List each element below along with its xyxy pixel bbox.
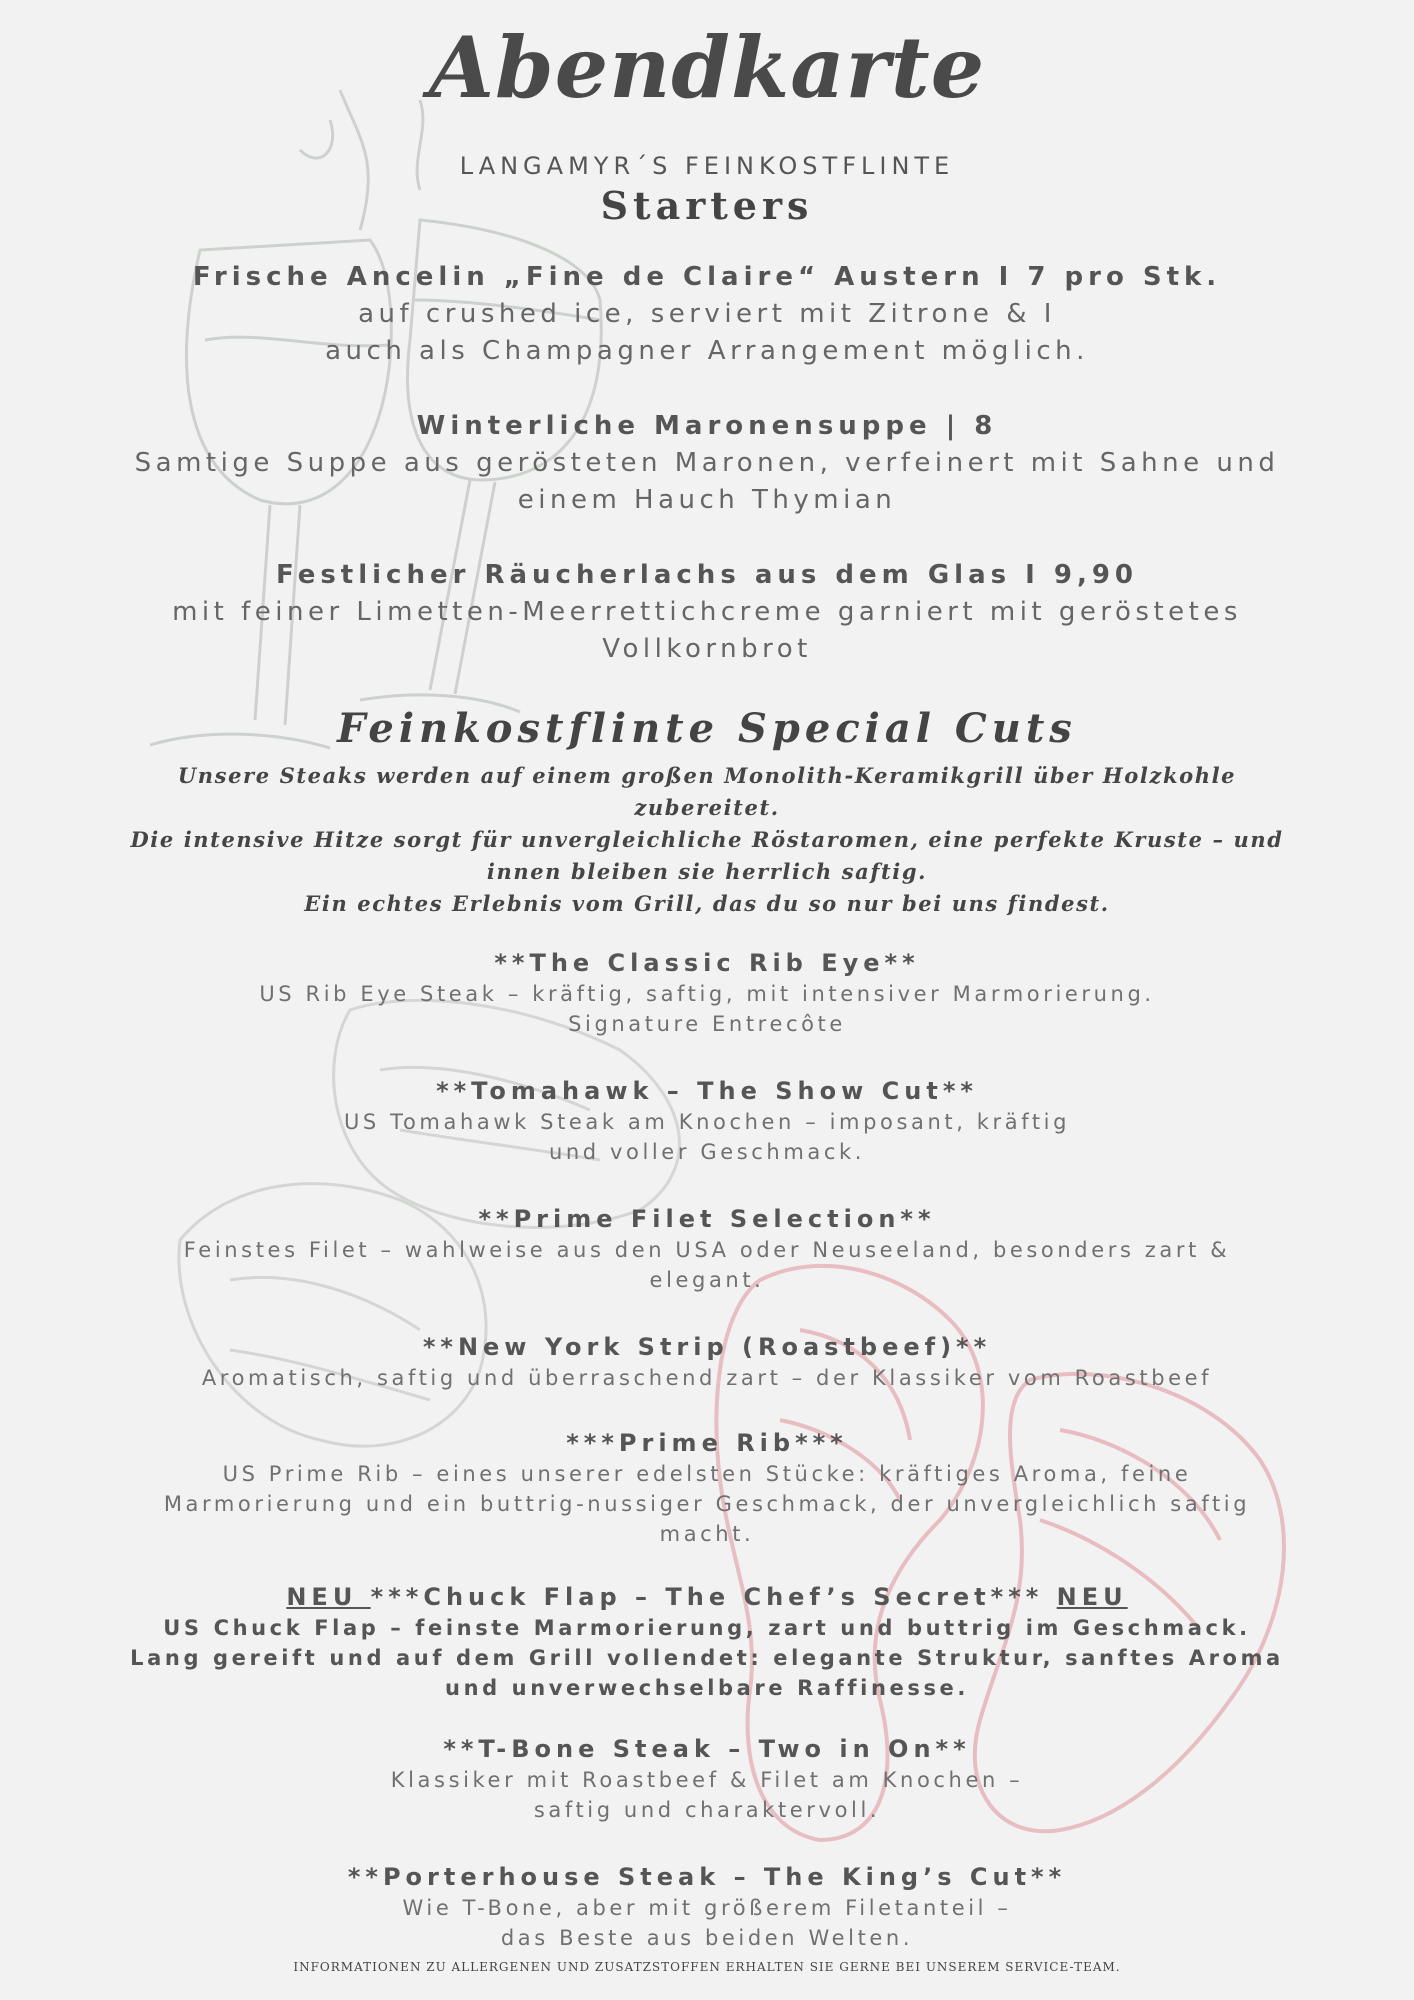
intro-line: Unsere Steaks werden auf einem großen Monolith-Keramikgrill über Holzkohle	[177, 763, 1237, 788]
item-desc: US Chuck Flap – feinste Marmorierung, zart und buttrig im Geschmack.	[163, 1616, 1251, 1640]
item-title: Winterliche Maronensuppe | 8	[416, 411, 998, 441]
item-title-text: ***Chuck Flap – The Chef’s Secret***	[370, 1583, 1057, 1611]
item-desc: Samtige Suppe aus gerösteten Maronen, verfeinert mit Sahne und	[134, 448, 1280, 478]
item-desc: Vollkornbrot	[602, 634, 812, 664]
cut-item	[70, 947, 1344, 1039]
starter-item	[70, 258, 1344, 370]
intro-line: Ein echtes Erlebnis vom Grill, das du so nur bei uns findest.	[304, 891, 1110, 916]
item-desc: mit feiner Limetten-Meerrettichcreme garniert mit geröstetes	[172, 597, 1242, 627]
starter-item	[70, 556, 1344, 668]
item-desc: Lang gereift und auf dem Grill vollendet: elegante Struktur, sanftes Aroma	[130, 1646, 1284, 1670]
item-title: ***Prime Rib***	[566, 1429, 848, 1457]
item-desc: auf crushed ice, serviert mit Zitrone & I	[358, 299, 1056, 329]
neu-label: NEU	[286, 1583, 371, 1611]
item-title: Frische Ancelin „Fine de Claire“ Austern I 7 pro Stk.	[192, 262, 1222, 292]
item-desc: Marmorierung und ein buttrig-nussiger Geschmack, der unvergleichlich saftig	[163, 1492, 1251, 1516]
cut-item	[70, 1331, 1344, 1393]
neu-label: NEU	[1056, 1583, 1128, 1611]
special-cuts-heading: Feinkostflinte Special Cuts	[337, 705, 1077, 752]
intro-line: innen bleiben sie herrlich saftig.	[486, 859, 928, 884]
intro-line: zubereitet.	[634, 795, 780, 820]
cut-item	[70, 1733, 1344, 1825]
intro-line: Die intensive Hitze sorgt für unvergleichliche Röstaromen, eine perfekte Kruste – und	[130, 827, 1284, 852]
restaurant-name: LANGAMYR´S FEINKOSTFLINTE	[459, 152, 955, 180]
item-desc: Aromatisch, saftig und überraschend zart – der Klassiker vom Roastbeef	[201, 1366, 1213, 1390]
cut-item	[70, 1427, 1344, 1549]
item-title	[70, 1581, 1344, 1613]
cut-item	[70, 1203, 1344, 1295]
item-desc: Signature Entrecôte	[568, 1012, 846, 1036]
menu-title: Abendkarte	[428, 18, 986, 117]
item-desc: einem Hauch Thymian	[517, 485, 897, 515]
item-title: **Porterhouse Steak – The King’s Cut**	[347, 1863, 1067, 1891]
item-desc: macht.	[659, 1522, 755, 1546]
item-title: **The Classic Rib Eye**	[494, 949, 920, 977]
item-desc: US Prime Rib – eines unserer edelsten Stücke: kräftiges Aroma, feine	[222, 1462, 1192, 1486]
cut-item	[70, 1861, 1344, 1953]
starter-item	[70, 407, 1344, 519]
item-desc: Wie T-Bone, aber mit größerem Filetanteil –	[402, 1896, 1012, 1920]
item-desc: elegant.	[649, 1268, 765, 1292]
item-desc: und voller Geschmack.	[548, 1140, 866, 1164]
item-title: **Tomahawk – The Show Cut**	[436, 1077, 978, 1105]
item-title: **New York Strip (Roastbeef)**	[422, 1333, 992, 1361]
item-title: **Prime Filet Selection**	[478, 1205, 936, 1233]
cut-item-new	[70, 1581, 1344, 1703]
item-title: Festlicher Räucherlachs aus dem Glas I 9,90	[275, 560, 1139, 590]
item-title: **T-Bone Steak – Two in On**	[443, 1735, 971, 1763]
item-desc: auch als Champagner Arrangement möglich.	[325, 336, 1089, 366]
allergen-footer: INFORMATIONEN ZU ALLERGENEN UND ZUSATZSTOFFEN ERHALTEN SIE GERNE BEI UNSEREM SERVICE-TEAM.	[293, 1960, 1121, 1974]
cut-item	[70, 1075, 1344, 1167]
item-desc: Feinstes Filet – wahlweise aus den USA oder Neuseeland, besonders zart &	[183, 1238, 1231, 1262]
item-desc: und unverwechselbare Raffinesse.	[445, 1676, 969, 1700]
item-desc: das Beste aus beiden Welten.	[500, 1926, 914, 1950]
item-desc: Klassiker mit Roastbeef & Filet am Knochen –	[390, 1768, 1024, 1792]
item-desc: US Tomahawk Steak am Knochen – imposant, kräftig	[343, 1110, 1071, 1134]
special-cuts-intro	[60, 760, 1354, 920]
starters-heading: Starters	[600, 183, 814, 228]
item-desc: saftig und charaktervoll.	[533, 1798, 881, 1822]
item-desc: US Rib Eye Steak – kräftig, saftig, mit intensiver Marmorierung.	[259, 982, 1155, 1006]
